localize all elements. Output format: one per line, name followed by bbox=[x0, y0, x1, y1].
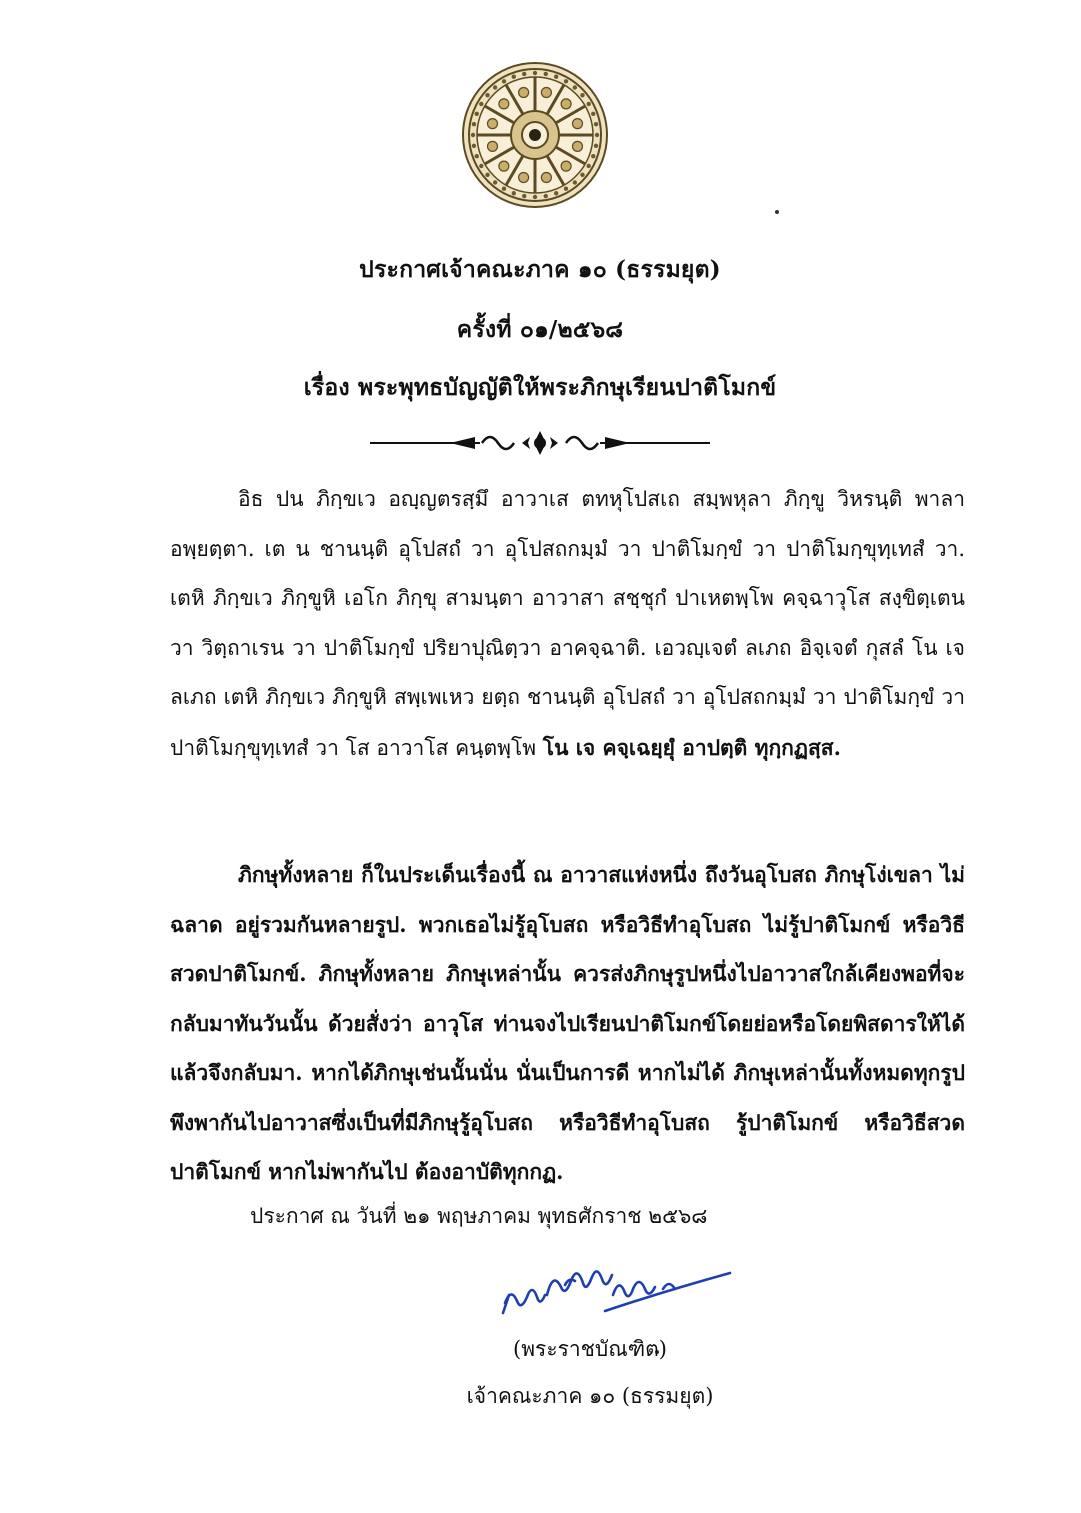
wheel-petal bbox=[519, 173, 529, 183]
wheel-petal bbox=[561, 161, 571, 171]
announcement-number: ครั้งที่ ๐๑/๒๕๖๘ bbox=[456, 316, 624, 343]
wheel-rim-bead bbox=[591, 112, 595, 116]
pali-text: อิธ ปน ภิกฺขเว อญฺญตรสฺมึ อาวาเส ตทหุโปสเถ สมฺพหุลา ภิกฺขู วิหรนฺติ พาลา อพฺยตฺตา. เต น ชานนฺติ อุโปสถํ วา อุโปสถกมฺมํ วา ปาติโมกฺขํ วา ปาติโมกฺขุทฺเทสํ วา. เตหิ ภิกฺขเว ภิกฺขูหิ เอโก ภิกฺขุ สามนฺตา อาวาสา สชฺชุกํ ปาเหตพฺโพ คจฺฉาวุโส สงฺขิตฺเตน วา วิตฺถาเรน วา ปาติโมกฺขํ ปริยาปุณิตฺวา อาคจฺฉาติ. เอวญฺเจตํ ลเภถ อิจฺเจตํ กุสลํ โน เจ ลเภถ เตหิ ภิกฺขเว ภิกฺขูหิ สพฺเพเหว ยตฺถ ชานนฺติ อุโปสถํ วา อุโปสถกมฺมํ วา ปาติโมกฺขํ วา ปาติโมกฺขุทฺเทสํ วา โส อาวาโส คนฺตพฺโพ bbox=[170, 487, 965, 760]
wheel-rim-bead bbox=[472, 144, 476, 148]
wheel-rim-bead bbox=[502, 79, 506, 83]
wheel-rim-bead bbox=[564, 79, 568, 83]
wheel-rim-bead bbox=[591, 154, 595, 158]
wheel-rim-bead bbox=[533, 195, 537, 199]
wheel-petal bbox=[487, 119, 497, 129]
announcement-subject: เรื่อง พระพุทธบัญญัติให้พระภิกษุเรียนปาติโมกข์ bbox=[303, 374, 777, 401]
wheel-rim-bead bbox=[573, 85, 577, 89]
wheel-rim-bead bbox=[544, 72, 548, 76]
wheel-rim-bead bbox=[554, 75, 558, 79]
wheel-rim-bead bbox=[554, 191, 558, 195]
dharma-wheel-icon bbox=[460, 60, 610, 210]
wheel-rim-bead bbox=[522, 72, 526, 76]
ornamental-divider-icon bbox=[370, 428, 710, 458]
wheel-rim-bead bbox=[493, 180, 497, 184]
handwritten-signature-icon bbox=[495, 1255, 735, 1335]
wheel-rim-bead bbox=[479, 164, 483, 168]
signer-name: (พระราชบัณฑิต) bbox=[513, 1337, 667, 1361]
wheel-petal bbox=[573, 119, 583, 129]
wheel-petal bbox=[573, 141, 583, 151]
wheel-petal bbox=[487, 141, 497, 151]
pali-paragraph bbox=[170, 475, 965, 773]
wheel-rim-bead bbox=[485, 173, 489, 177]
wheel-petal bbox=[561, 99, 571, 109]
stray-ink-dot bbox=[775, 210, 779, 214]
thai-text: ภิกษุทั้งหลาย ก็ในประเด็นเรื่องนี้ ณ อาวาสแห่งหนึ่ง ถึงวันอุโบสถ ภิกษุโง่เขลา ไม่ฉลาด อยู่รวมกันหลายรูป. พวกเธอไม่รู้อุโบสถ หรือวิธีทำอุโบสถ ไม่รู้ปาติโมกข์ หรือวิธีสวดปาติโมกข์. ภิกษุทั้งหลาย ภิกษุเหล่านั้น ควรส่งภิกษุรูปหนึ่งไปอาวาสใกล้เคียงพอที่จะกลับมาทันวันนั้น ด้วยสั่งว่า อาวุโส ท่านจงไปเรียนปาติโมกข์โดยย่อหรือโดยพิสดารให้ได้แล้วจึงกลับมา. หากได้ภิกษุเช่นนั้นนั่น นั่นเป็นการดี หากไม่ได้ ภิกษุเหล่านั้นทั้งหมดทุกรูป พึงพากันไปอาวาสซึ่งเป็นที่มีภิกษุรู้อุโบสถ หรือวิธีทำอุโบสถ รู้ปาติโมกข์ หรือวิธีสวดปาติโมกข์ หากไม่พากันไป ต้องอาบัติทุกกฏ. bbox=[170, 862, 965, 1184]
wheel-rim-bead bbox=[586, 102, 590, 106]
announcement-title: ประกาศเจ้าคณะภาค ๑๐ (ธรรมยุต) bbox=[359, 256, 721, 283]
wheel-rim-bead bbox=[512, 75, 516, 79]
signer-title: เจ้าคณะภาค ๑๐ (ธรรมยุต) bbox=[466, 1384, 714, 1408]
wheel-rim-bead bbox=[475, 112, 479, 116]
wheel-rim-bead bbox=[544, 194, 548, 198]
announcement-date: ประกาศ ณ วันที่ ๒๑ พฤษภาคม พุทธศักราช ๒๕๖๘ bbox=[250, 1204, 708, 1228]
wheel-rim-bead bbox=[479, 102, 483, 106]
wheel-rim-bead bbox=[485, 93, 489, 97]
wheel-rim-bead bbox=[586, 164, 590, 168]
wheel-rim-bead bbox=[580, 93, 584, 97]
wheel-rim-bead bbox=[502, 186, 506, 190]
wheel-petal bbox=[499, 161, 509, 171]
wheel-rim-bead bbox=[471, 133, 475, 137]
wheel-rim-bead bbox=[512, 191, 516, 195]
wheel-petal bbox=[541, 173, 551, 183]
wheel-rim-bead bbox=[595, 133, 599, 137]
wheel-rim-bead bbox=[564, 186, 568, 190]
wheel-rim-bead bbox=[522, 194, 526, 198]
wheel-rim-bead bbox=[472, 122, 476, 126]
pali-bold-text: โน เจ คจฺเฉยฺยุํ อาปตฺติ ทุกฺกฏสฺส. bbox=[542, 734, 841, 760]
wheel-petal bbox=[541, 87, 551, 97]
wheel-rim-bead bbox=[580, 173, 584, 177]
wheel-rim-bead bbox=[573, 180, 577, 184]
wheel-rim-bead bbox=[533, 71, 537, 75]
wheel-rim-bead bbox=[594, 144, 598, 148]
wheel-rim-bead bbox=[475, 154, 479, 158]
thai-paragraph bbox=[170, 850, 965, 1197]
wheel-rim-bead bbox=[493, 85, 497, 89]
wheel-petal bbox=[499, 99, 509, 109]
wheel-petal bbox=[519, 87, 529, 97]
wheel-rim-bead bbox=[594, 122, 598, 126]
